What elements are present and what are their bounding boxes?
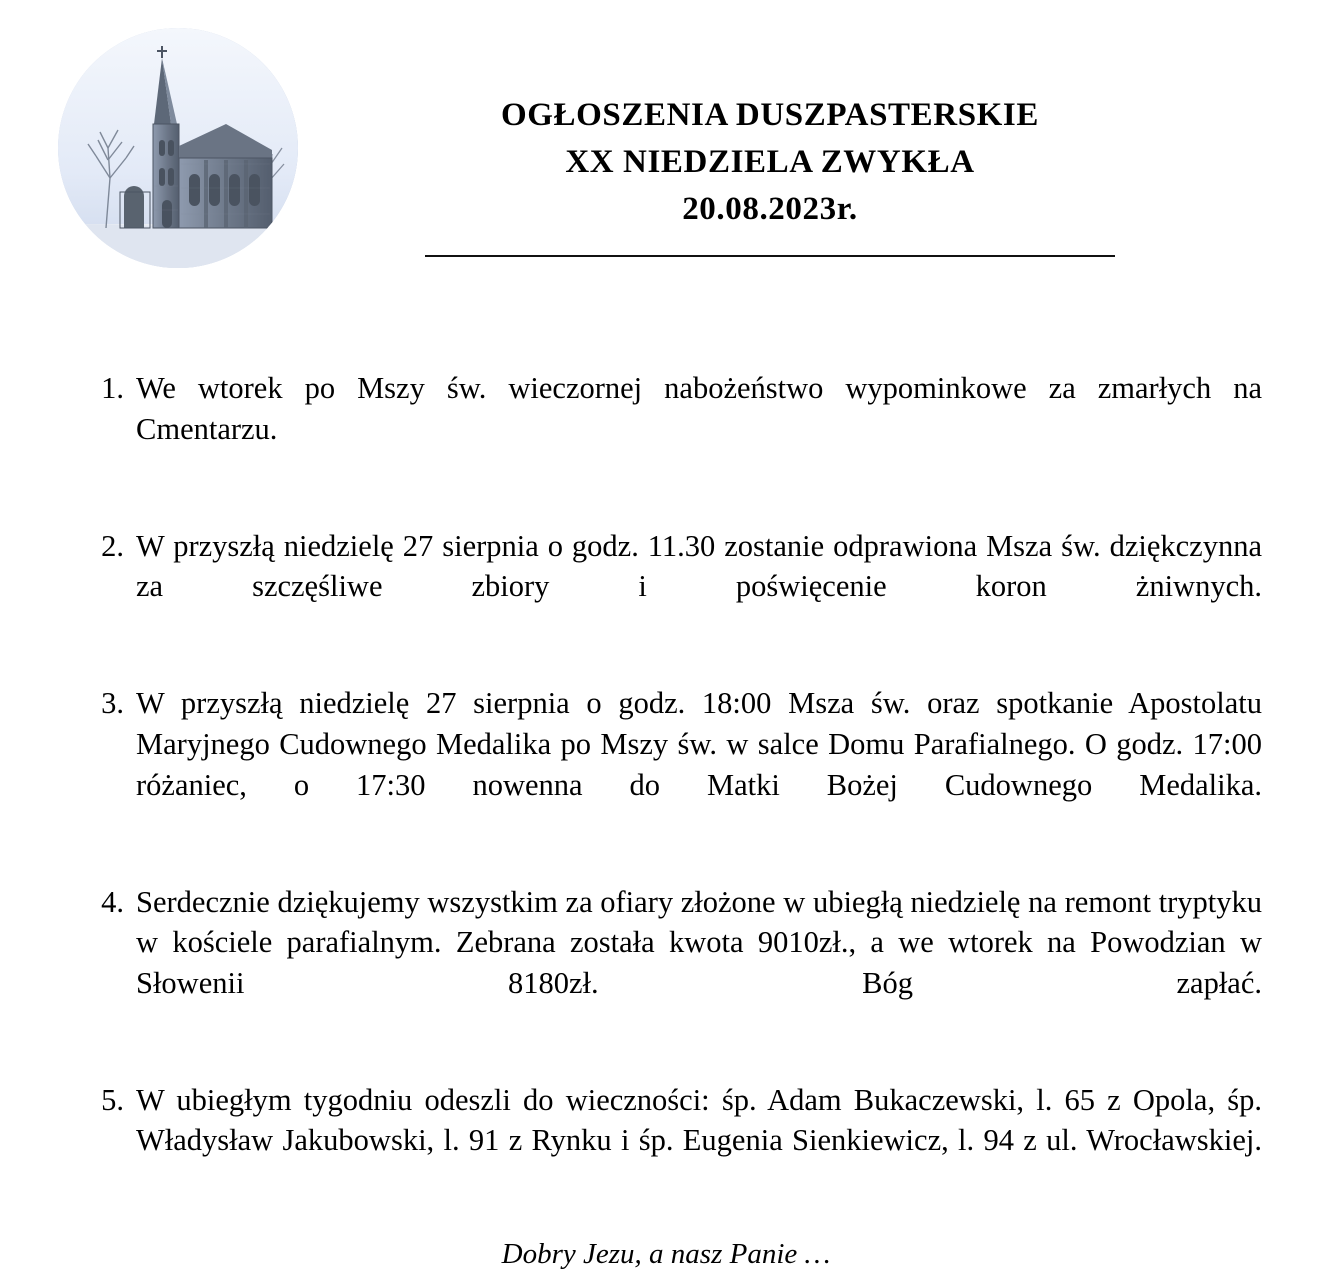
list-item [84, 368, 1262, 490]
list-item-text: Serdecznie dziękujemy wszystkim za ofiary złożone w ubiegłą niedzielę na remont tryptyku w kościele parafialnym. Zebrana została kwota 9010zł., a we wtorek na Powodzian w Słowenii 8180zł. Bóg zapłać. [136, 884, 1262, 1000]
announcements-section [0, 368, 1332, 1271]
title-line-3: 20.08.2023r. [682, 190, 858, 227]
list-item-text: W przyszłą niedzielę 27 sierpnia o godz. 11.30 zostanie odprawiona Msza św. dziękczynna za szczęśliwe zbiory i poświęcenie koron żniwnych. [136, 528, 1262, 604]
list-item [84, 1080, 1262, 1202]
header-divider [425, 255, 1115, 257]
list-item [84, 683, 1262, 845]
list-item [84, 882, 1262, 1044]
list-item-text: W ubiegłym tygodniu odeszli do wieczności: śp. Adam Bukaczewski, l. 65 z Opola, śp. Władysław Jakubowski, l. 91 z Rynku i śp. Eugenia Sienkiewicz, l. 94 z ul. Wrocławskiej. [136, 1082, 1262, 1158]
list-item-text: W przyszłą niedzielę 27 sierpnia o godz. 18:00 Msza św. oraz spotkanie Apostolatu Maryjnego Cudownego Medalika po Mszy św. w salce Domu Parafialnego. O godz. 17:00 różaniec, o 17:30 nowenna do Matki Bożej Cudownego Medalika. [136, 686, 1262, 802]
title-line-2: XX NIEDZIELA ZWYKŁA [565, 143, 975, 180]
list-item-number: 4. [101, 884, 124, 919]
announcements-list [0, 368, 1332, 1202]
list-item-number: 2. [101, 528, 124, 563]
list-item [84, 526, 1262, 648]
title-line-1: OGŁOSZENIA DUSZPASTERSKIE [501, 97, 1039, 133]
title-block [300, 92, 1240, 257]
list-item-number: 5. [101, 1082, 124, 1117]
list-item-text: We wtorek po Mszy św. wieczornej nabożeństwo wypominkowe za zmarłych na Cmentarzu. [136, 371, 1262, 446]
list-item-number: 3. [101, 686, 124, 721]
church-illustration-icon [58, 28, 298, 268]
list-item-number: 1. [101, 371, 124, 405]
document-header [0, 0, 1332, 300]
closing-prayer: Dobry Jezu, a nasz Panie … [501, 1237, 831, 1270]
